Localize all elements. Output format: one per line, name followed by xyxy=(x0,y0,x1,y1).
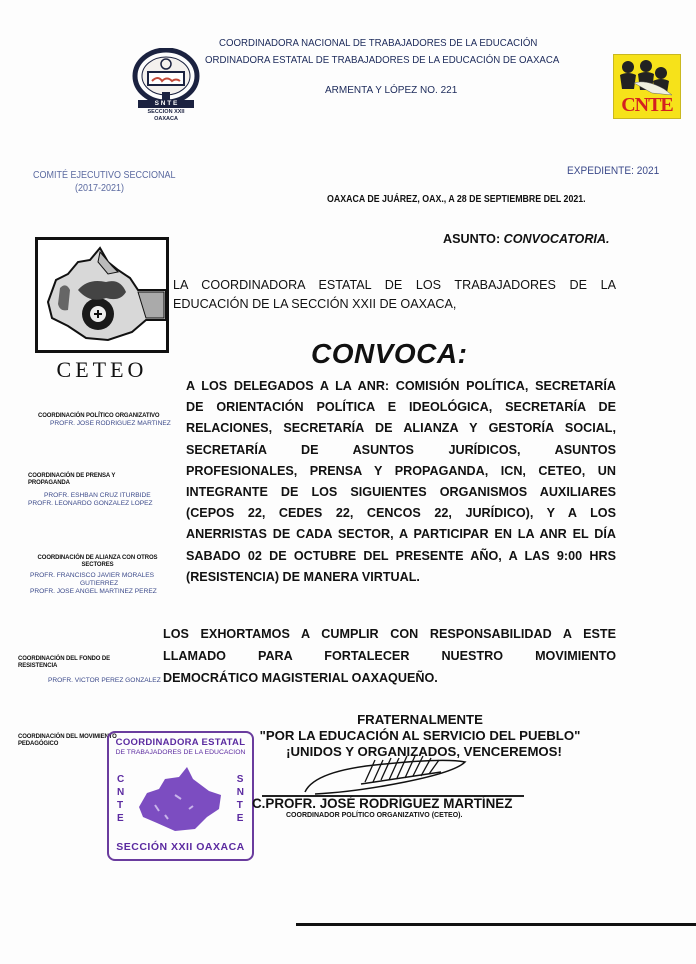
sidebar-item-title: COORDINACIÓN DEL MOVIMIENTO PEDAGÓGICO xyxy=(18,734,117,747)
sidebar-item-names xyxy=(48,677,168,685)
subject-label: ASUNTO: xyxy=(443,232,501,246)
sidebar-item-name: PROFR. JOSE ANGEL MARTINEZ PEREZ xyxy=(30,588,157,595)
sidebar-item-title: COORDINACIÓN POLÍTICO ORGANIZATIVO xyxy=(38,413,160,419)
body-line: (RESISTENCIA) DE MANERA VIRTUAL. xyxy=(186,569,420,584)
exhort-line: DEMOCRÁTICO MAGISTERIAL OAXAQUEÑO. xyxy=(163,671,438,685)
sidebar-item xyxy=(38,413,188,428)
snte-logo xyxy=(130,48,202,124)
stamp-left-letters: C N T E xyxy=(117,774,125,824)
snte-logo-section: SECCION XXII xyxy=(147,109,185,115)
signer-title: COORDINADOR POLÍTICO ORGANIZATIVO (CETEO). xyxy=(286,812,463,819)
signature-icon xyxy=(295,752,475,798)
snte-logo-text: S N T E xyxy=(154,100,178,107)
body-line: DE ORIENTACIÓN POLÍTICA E IDEOLÓGICA, SECRETARÍA DE xyxy=(186,400,616,415)
ceteo-logo-text: CETEO xyxy=(56,357,148,382)
stamp-line2: DE TRABAJADORES DE LA EDUCACIÓN xyxy=(115,749,246,756)
sidebar-item-title: COORDINACIÓN DE ALIANZA CON OTROS SECTORES xyxy=(37,555,158,568)
sidebar-item-name: PROFR. ESHBAN CRUZ ITURBIDE xyxy=(44,492,151,499)
body-line: ANERRISTAS DE CADA SECTOR, A PARTICIPAR EN LA ANR EL DÍA xyxy=(186,527,616,542)
committee-period: (2017-2021) xyxy=(75,183,125,194)
subject-line xyxy=(443,232,610,246)
body-line: INTEGRANTE DE LOS SIGUIENTES ORGANISMOS AUXILIARES xyxy=(186,484,616,499)
cnte-logo xyxy=(613,54,681,119)
exhort-line: LOS EXHORTAMOS A CUMPLIR CON RESPONSABILIDAD A ESTE xyxy=(163,627,616,641)
convocation-body xyxy=(186,376,616,588)
oaxaca-map-emblem-icon xyxy=(38,240,166,350)
convoca-heading: CONVOCA: xyxy=(311,338,468,369)
exhort-paragraph xyxy=(163,623,616,689)
header-line-national: COORDINADORA NACIONAL DE TRABAJADORES DE LA EDUCACIÓN xyxy=(219,37,538,49)
intro-line: LA COORDINADORA ESTATAL DE LOS TRABAJADORES DE LA xyxy=(173,278,616,292)
header-address: ARMENTA Y LÓPEZ NO. 221 xyxy=(325,85,458,96)
committee-name: COMITÉ EJECUTIVO SECCIONAL xyxy=(33,170,176,181)
sidebar-item-title: COORDINACIÓN DEL FONDO DE RESISTENCIA xyxy=(18,656,111,669)
body-line: RELACIONES, SECRETARÍA DE ALIANZA Y GESTORÍA SOCIAL, xyxy=(186,421,616,436)
footer-rule xyxy=(296,923,696,926)
sidebar-item-name: PROFR. FRANCISCO JAVIER MORALES xyxy=(30,572,155,579)
sidebar-item-name: PROFR. LEONARDO GONZALEZ LOPEZ xyxy=(28,500,153,507)
stamp-line1: COORDINADORA ESTATAL xyxy=(115,737,246,748)
sidebar-item xyxy=(18,656,128,670)
body-line: SABADO 02 DE OCTUBRE DEL PRESENTE AÑO, A LAS 9:00 HRS xyxy=(186,548,616,563)
cnte-logo-text: CNTE xyxy=(621,94,673,116)
sidebar-item-name: GUTIERREZ xyxy=(80,580,119,587)
stamp-bottom: SECCIÓN XXII OAXACA xyxy=(116,841,245,853)
oaxaca-map-icon xyxy=(135,765,225,835)
sidebar-item-names xyxy=(28,492,178,508)
ceteo-logo xyxy=(35,237,169,353)
motto-line2: ¡UNIDOS Y ORGANIZADOS, VENCEREMOS! xyxy=(286,744,562,759)
sidebar-item-names xyxy=(30,572,180,596)
snte-logo-state: OAXACA xyxy=(154,116,178,122)
exhort-line: LLAMADO PARA FORTALECER NUESTRO MOVIMIENTO xyxy=(163,649,616,663)
body-line: (CEPOS 22, CEDES 22, CENCOS 22, JURÍDICO), Y A LOS xyxy=(186,506,616,521)
sidebar-item-title: COORDINACIÓN DE PRENSA Y PROPAGANDA xyxy=(28,473,116,486)
body-line: PROFESIONALES, PRENSA Y PROPAGANDA, ICN, CETEO, UN xyxy=(186,463,616,478)
date-line: OAXACA DE JUÁREZ, OAX., A 28 DE SEPTIEMBRE DEL 2021. xyxy=(327,193,586,205)
body-line: A LOS DELEGADOS A LA ANR: COMISIÓN POLÍTICA, SECRETARÍA xyxy=(186,379,616,393)
sidebar-item-name: PROFR. JOSE RODRIGUEZ MARTINEZ xyxy=(50,420,171,427)
stamp-right-letters: S N T E xyxy=(236,774,244,824)
sidebar-item xyxy=(30,555,165,569)
body-line: SECRETARÍA DE ASUNTOS JURÍDICOS, ASUNTOS xyxy=(186,442,616,457)
signer-name: C.PROFR. JOSÉ RODRÍGUEZ MARTÍNEZ xyxy=(252,796,513,811)
expediente: EXPEDIENTE: 2021 xyxy=(567,165,660,177)
sidebar-item-name: PROFR. VICTOR PEREZ GONZALEZ xyxy=(48,677,161,684)
subject-value: CONVOCATORIA. xyxy=(503,232,610,246)
intro-paragraph xyxy=(173,276,616,314)
salutation: FRATERNALMENTE xyxy=(357,712,483,727)
motto-line1: "POR LA EDUCACIÓN AL SERVICIO DEL PUEBLO" xyxy=(259,728,581,743)
sidebar-item xyxy=(28,473,133,487)
header-line-state: ORDINADORA ESTATAL DE TRABAJADORES DE LA EDUCACIÓN DE OAXACA xyxy=(205,54,560,66)
intro-line: EDUCACIÓN DE LA SECCIÓN XXII DE OAXACA, xyxy=(173,297,457,311)
